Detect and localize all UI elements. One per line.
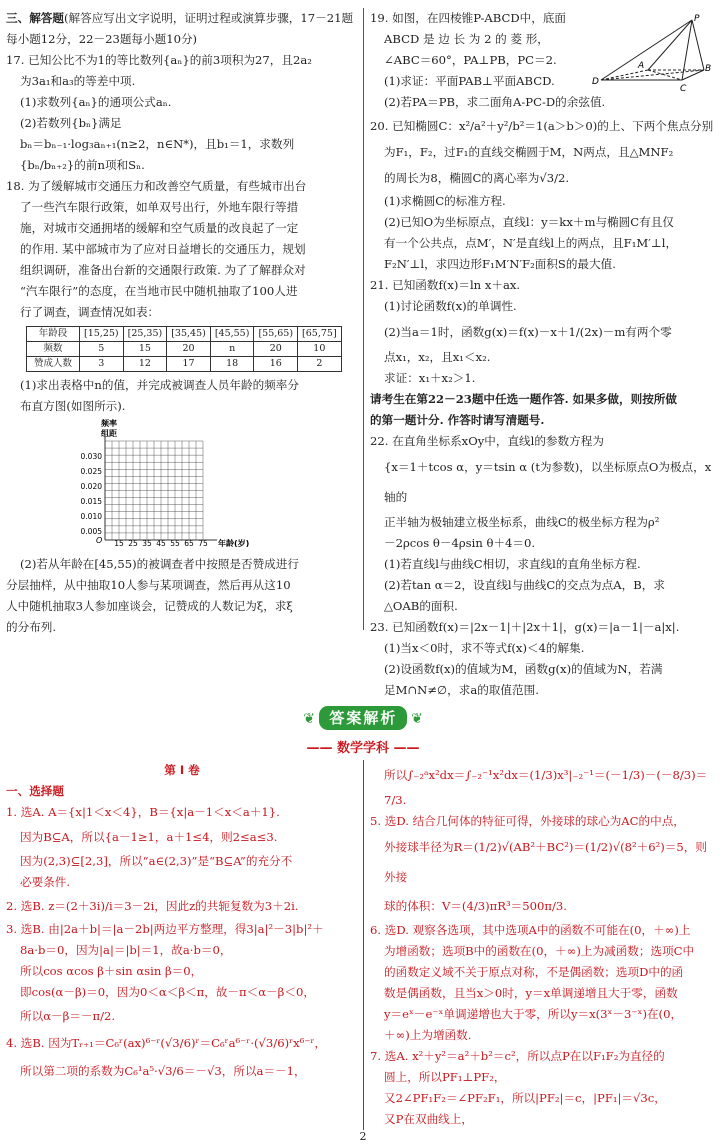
column-divider (363, 8, 364, 630)
hist-xtick: 75 (198, 539, 208, 547)
table-cell: 2 (298, 357, 342, 372)
q19-line: (2)若PA＝PB，求二面角A-PC-D的余弦值. (384, 95, 606, 109)
q18-part2-line: 分层抽样，从中抽取10人参与某项调查，然后再从这10 (6, 578, 291, 592)
answer-line: 8a·b＝0，因为|a|＝|b|＝1，故a·b＝0， (20, 943, 232, 957)
answer-line: 所以α－β＝－π/2. (20, 1009, 116, 1023)
q17-line: {bₙ/bₙ₊₂}的前n项和Sₙ. (20, 158, 145, 172)
q18-line: 行了调查，调查情况如表： (20, 305, 160, 319)
choice-section: 一、选择题 (6, 784, 64, 798)
q22-line: (1)若直线l与曲线C相切，求直线l的直角坐标方程. (384, 557, 641, 571)
table-cell: 3 (80, 357, 124, 372)
table-cell: 10 (298, 342, 342, 357)
table-header-cell: [25,35) (123, 327, 167, 342)
answer-line: 1. 选A. A＝{x|1＜x＜4}，B＝{x|a－1＜x＜a＋1}. (6, 805, 280, 819)
q18-line: “汽车限行”的态度，在当地市民中随机抽取了100人进 (20, 284, 298, 298)
answer-line: 为增函数；选项B中的函数在(0，＋∞)上为减函数；选项C中 (384, 944, 695, 958)
table-header-cell: [65,75] (298, 327, 342, 342)
question-21 (370, 275, 718, 389)
hist-ytick: 0.010 (80, 512, 102, 521)
choose-note: 的第一题计分. 作答时请写清题号. (370, 413, 545, 427)
pyramid-label-d: D (592, 77, 599, 87)
q18-part1-cont: 布直方图(如图所示). (20, 399, 126, 413)
hist-ylabel-bottom: 组距 (101, 429, 117, 438)
q18-line: 的作用. 某中部城市为了应对日益增长的交通压力，规划 (20, 242, 306, 256)
table-cell: 20 (167, 342, 211, 357)
answer-line: 2. 选B. z＝(2＋3i)/i＝3－2i，因此z的共轭复数为3＋2i. (6, 899, 299, 913)
table-cell: 20 (254, 342, 298, 357)
q19-line: 19. 如图，在四棱锥P-ABCD中，底面 (370, 11, 567, 25)
answer-line: 所以∫₋₂ᵃx²dx＝∫₋₂⁻¹x²dx＝(1/3)x³|₋₂⁻¹＝(－1/3)－(－8/3)＝ (384, 768, 708, 782)
pyramid-diagram (592, 12, 712, 94)
hist-origin: O (96, 536, 103, 545)
answer-line: 又P在双曲线上， (384, 1112, 473, 1126)
pyramid-label-a: A (638, 61, 645, 71)
answer-line: 因为(2,3)⊆[2,3]，所以“a∈(2,3)”是“B⊆A”的充分不 (20, 854, 293, 868)
answer-line: 所以cos αcos β＋sin αsin β＝0， (20, 964, 203, 978)
table-header-cell: [15,25) (80, 327, 124, 342)
q20-line: 20. 已知椭圆C：x²/a²＋y²/b²＝1(a＞b＞0)的上、下两个焦点分别 (370, 119, 714, 133)
q17-line: 为3a₁和a₃的等差中项. (20, 74, 136, 88)
q18-part2: (2)若从年龄在[45,55)的被调查者中按照是否赞成进行 (20, 557, 299, 571)
hist-ytick: 0.030 (80, 452, 102, 461)
q18-line: 了一些汽车限行政策，如单双号出行，外地车限行等措 (20, 200, 299, 214)
leaf-icon: ❦ (411, 711, 423, 727)
question-20 (370, 113, 718, 275)
page-number: 2 (359, 1130, 367, 1143)
q22-line: △OAB的面积. (384, 599, 458, 613)
question-18 (6, 176, 358, 323)
q17-line: bₙ＝bₙ₋₁·log₃aₙ₊₁(n≥2，n∈N*)，且b₁＝1，求数列 (20, 137, 295, 151)
hist-ytick: 0.020 (80, 482, 102, 491)
question-17 (6, 50, 358, 176)
answer-line: 7. 选A. x²＋y²＝a²＋b²＝c²，所以点P在以F₁F₂为直径的 (370, 1049, 665, 1063)
hist-ytick: 0.005 (80, 527, 102, 536)
choose-note: 请考生在第22－23题中任选一题作答. 如果多做，则按所做 (370, 392, 677, 406)
q23-line: (1)当x＜0时，求不等式f(x)＜4的解集. (384, 641, 585, 655)
leaf-icon: ❦ (303, 711, 320, 727)
subject-title: —— 数学学科 —— (306, 741, 420, 756)
hist-xtick: 35 (142, 539, 152, 547)
q18-part2-line: 的分布列. (6, 620, 57, 634)
table-header-cell: [35,45) (167, 327, 211, 342)
answers-column-divider (363, 760, 364, 1130)
q18-part1: (1)求出表格中n的值，并完成被调查人员年龄的频率分 (20, 378, 299, 392)
left-column (6, 8, 358, 638)
answer-line: 因为B⊆A，所以{a－1≥1，a＋1≤4，则2≤a≤3. (20, 830, 278, 844)
hist-xlabel: 年龄(岁) (218, 539, 250, 547)
answer-line: 圆上，所以PF₁⊥PF₂， (384, 1070, 506, 1084)
juan-title: 第 Ⅰ 卷 (164, 763, 200, 777)
table-cell: n (210, 342, 254, 357)
table-cell: 频数 (27, 342, 80, 357)
histogram-grid (6, 417, 358, 547)
q17-line: (1)求数列{aₙ}的通项公式aₙ. (20, 95, 172, 109)
answer-line: 6. 选D. 观察各选项，其中选项A中的函数不可能在(0，＋∞)上 (370, 923, 691, 937)
q18-line: 组织调研，准备出台新的交通限行政策. 为了了解群众对 (20, 263, 306, 277)
answer-line: 数是偶函数，且当x＞0时，y＝x单调递增且大于零，函数 (384, 986, 678, 1000)
hist-xtick: 65 (184, 539, 194, 547)
table-cell: 12 (123, 357, 167, 372)
q21-line: 求证：x₁＋x₂＞1. (384, 371, 476, 385)
question-22 (370, 431, 718, 617)
q21-line: (2)当a＝1时，函数g(x)＝f(x)－x＋1/(2x)－m有两个零 (384, 325, 672, 339)
table-cell: 18 (210, 357, 254, 372)
q20-line: 的周长为8，椭圆C的离心率为√3/2. (384, 171, 570, 185)
table-row (27, 357, 342, 372)
pyramid-label-b: B (705, 64, 712, 74)
answer-line: 的函数定义域不关于原点对称，不是偶函数；选项D中的函 (384, 965, 684, 979)
q22-line: {x＝1＋tcos α，y＝tsin α (t为参数)，以坐标原点O为极点，x轴的 (384, 460, 712, 504)
q22-line: 正半轴为极轴建立极坐标系，曲线C的极坐标方程为ρ² (384, 515, 660, 529)
table-cell: 赞成人数 (27, 357, 80, 372)
table-header-cell: [55,65) (254, 327, 298, 342)
answer-line: 5. 选D. 结合几何体的特征可得，外接球的球心为AC的中点， (370, 814, 685, 828)
hist-xtick: 15 (114, 539, 124, 547)
answer-line: 7/3. (384, 793, 407, 807)
question-23 (370, 617, 718, 701)
q20-line: 为F₁，F₂，过F₁的直线交椭圆于M，N两点，且△MNF₂ (384, 145, 674, 159)
answer-line: 3. 选B. 由|2a＋b|＝|a－2b|两边平方整理，得3|a|²－3|b|²＋ (6, 922, 324, 936)
question-19 (370, 8, 718, 113)
answer-line: 必要条件. (20, 875, 71, 889)
q19-line: ABCD 是 边 长 为 2 的 菱 形， (384, 32, 549, 46)
q18-line: 18. 为了缓解城市交通压力和改善空气质量，有些城市出台 (6, 179, 307, 193)
q20-line: 有一个公共点，点M′，N′是直线l上的两点，且F₁M′⊥l， (384, 236, 678, 250)
q20-line: F₂N′⊥l，求四边形F₁M′N′F₂面积S的最大值. (384, 257, 616, 271)
answer-line: 外接球半径为R＝(1/2)√(AB²＋BC²)＝(1/2)√(8²＋6²)＝5，则外接 (384, 840, 707, 884)
q18-part2-line: 人中随机抽取3人参加座谈会，记赞成的人数记为ξ，求ξ (6, 599, 293, 613)
table-header-cell: [45,55) (210, 327, 254, 342)
q23-line: (2)设函数f(x)的值域为M，函数g(x)的值域为N，若满 (384, 662, 663, 676)
q22-line: (2)若tan α＝2，设直线l与曲线C的交点为点A，B，求 (384, 578, 665, 592)
pyramid-label-p: P (694, 14, 700, 24)
answers-right-column (370, 760, 718, 1130)
frequency-table (26, 326, 342, 372)
q17-line: 17. 已知公比不为1的等比数列{aₙ}的前3项积为27，且2a₂ (6, 53, 312, 67)
hist-xtick: 25 (128, 539, 138, 547)
table-cell: 16 (254, 357, 298, 372)
table-row (27, 342, 342, 357)
q23-line: 足M∩N≠∅，求a的取值范围. (384, 683, 539, 697)
answers-left-column (6, 760, 358, 1085)
table-cell: 15 (123, 342, 167, 357)
answer-line: ＋∞)上为增函数. (384, 1028, 472, 1042)
answer-line: 4. 选B. 因为Tᵣ₊₁＝C₆ʳ(ax)⁶⁻ʳ(√3/6)ʳ＝C₆ʳa⁶⁻ʳ·(√3/6)ʳx⁶⁻ʳ， (6, 1036, 327, 1050)
pyramid-label-c: C (680, 84, 687, 94)
q17-line: (2)若数列{bₙ}满足 (20, 116, 122, 130)
q21-line: 21. 已知函数f(x)＝ln x＋ax. (370, 278, 521, 292)
answer-line: 所以第二项的系数为C₆¹a⁵·√3/6＝－√3，所以a＝－1， (20, 1064, 306, 1078)
section-header: 三、解答题(解答应写出文字说明，证明过程或演算步骤，17－21题每小题12分，22－23题每小题10分) (6, 11, 354, 46)
right-column (370, 8, 718, 701)
q21-line: (1)讨论函数f(x)的单调性. (384, 299, 517, 313)
hist-xtick: 45 (156, 539, 166, 547)
q19-line: ∠ABC＝60°，PA⊥PB，PC＝2. (384, 53, 557, 67)
q20-line: (2)已知O为坐标原点，直线l：y＝kx＋m与椭圆C有且仅 (384, 215, 674, 229)
q22-line: －2ρcos θ－4ρsin θ＋4＝0. (384, 536, 536, 550)
table-cell: 17 (167, 357, 211, 372)
q19-line: (1)求证：平面PAB⊥平面ABCD. (384, 74, 555, 88)
q21-line: 点x₁，x₂，且x₁＜x₂. (384, 350, 491, 364)
hist-ytick: 0.015 (80, 497, 102, 506)
q22-line: 22. 在直角坐标系xOy中，直线l的参数方程为 (370, 434, 604, 448)
hist-xtick: 55 (170, 539, 180, 547)
q23-line: 23. 已知函数f(x)＝|2x－1|＋|2x＋1|，g(x)＝|a－1|－a|x|. (370, 620, 680, 634)
answers-banner: 答案解析 (319, 706, 407, 730)
hist-ytick: 0.025 (80, 467, 102, 476)
table-cell: 5 (80, 342, 124, 357)
q18-line: 施，对城市交通拥堵的缓解和空气质量的改良起了一定 (20, 221, 299, 235)
answer-line: y＝eˣ－e⁻ˣ单调递增也大于零，所以y＝x(3ˣ－3⁻ˣ)在(0， (384, 1007, 683, 1021)
answers-banner-wrap (0, 706, 726, 730)
table-header-cell: 年龄段 (27, 327, 80, 342)
hist-ylabel-top: 频率 (101, 419, 117, 428)
answer-line: 球的体积：V＝(4/3)πR³＝500π/3. (384, 899, 567, 913)
answer-line: 又2∠PF₁F₂＝∠PF₂F₁，所以|PF₂|＝c，|PF₁|＝√3c， (384, 1091, 666, 1105)
answer-line: 即cos(α－β)＝0，因为0＜α＜β＜π，故－π＜α－β＜0， (20, 985, 315, 999)
q20-line: (1)求椭圆C的标准方程. (384, 194, 506, 208)
